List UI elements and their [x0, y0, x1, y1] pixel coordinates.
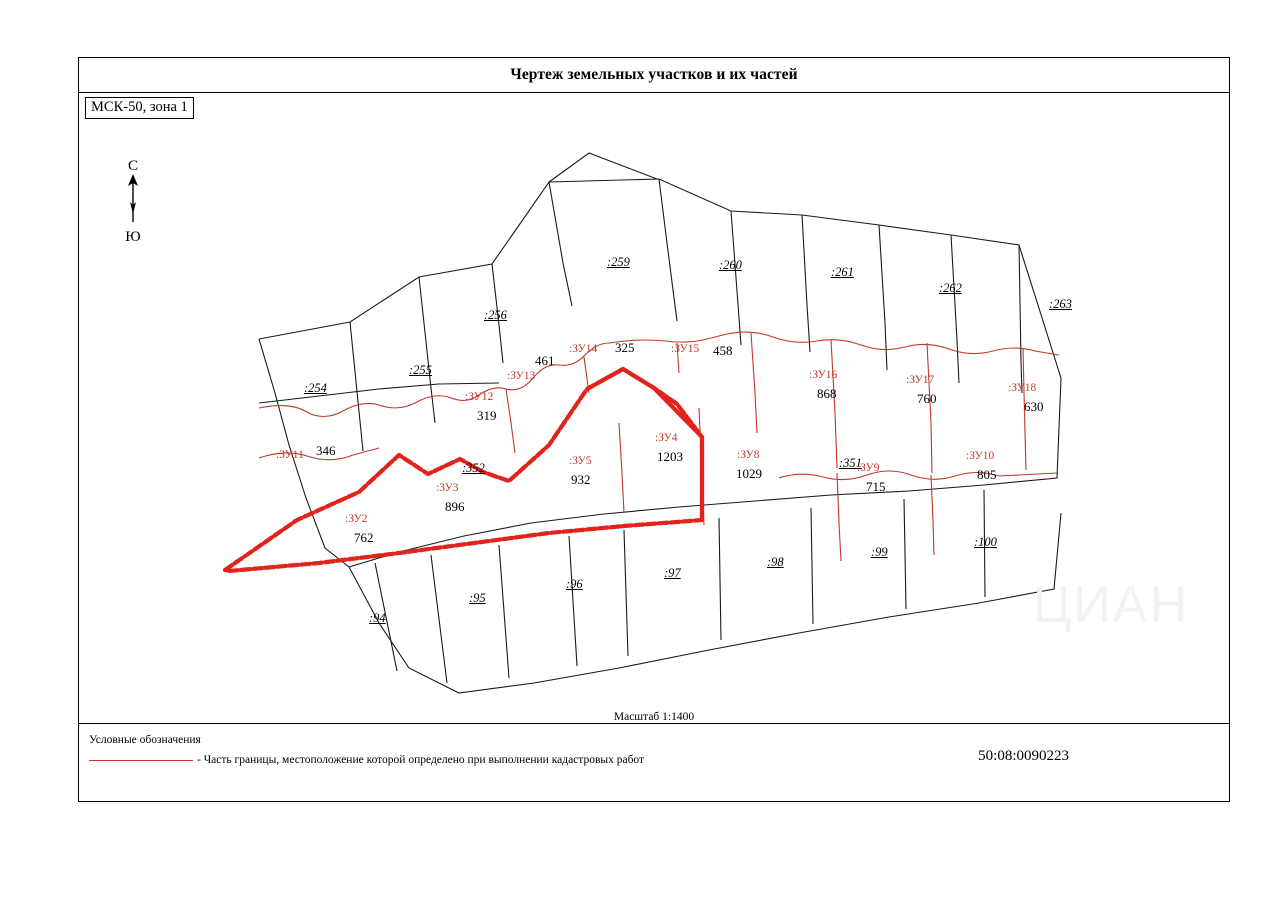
new-parcel-area-zu3: 896: [445, 499, 465, 514]
parcel-label-96: :96: [566, 577, 583, 591]
new-parcel-code-zu9: :ЗУ9: [857, 462, 880, 474]
parcel-label-261: :261: [831, 265, 854, 279]
new-parcel-area-zu16: 868: [817, 386, 837, 401]
new-parcel-code-zu15: :ЗУ15: [671, 343, 700, 355]
parcel-label-351: :351: [839, 456, 862, 470]
new-parcel-area-zu10: 805: [977, 467, 997, 482]
coordinate-zone-badge: МСК-50, зона 1: [85, 97, 194, 119]
parcel-label-255: :255: [409, 363, 432, 377]
parcel-label-99: :99: [871, 545, 888, 559]
parcel-label-260: :260: [719, 258, 742, 272]
parcel-label-259: :259: [607, 255, 630, 269]
parcel-label-263: :263: [1049, 297, 1072, 311]
new-parcel-code-zu4: :ЗУ4: [655, 432, 678, 444]
new-parcel-area-zu4: 1203: [657, 449, 683, 464]
new-parcel-area-zu12: 319: [477, 408, 497, 423]
legend-title: Условные обозначения: [89, 734, 201, 746]
sheet-title-bar: [79, 58, 1229, 93]
parcel-label-97: :97: [664, 566, 681, 580]
new-parcel-code-zu8: :ЗУ8: [737, 449, 760, 461]
new-parcel-area-zu8: 1029: [736, 466, 762, 481]
legend-panel: [79, 723, 1229, 801]
scale-label: Масштаб 1:1400: [613, 711, 695, 723]
watermark: ЦИАН: [1032, 576, 1189, 634]
compass-north-label: С: [127, 158, 138, 174]
new-parcel-area-zu5: 932: [571, 472, 591, 487]
new-parcel-code-zu17: :ЗУ17: [906, 374, 935, 386]
red-line-symbol-icon: [89, 760, 193, 761]
cadastral-map-svg: [79, 93, 1229, 725]
new-parcel-highlight-solid-edges: [587, 369, 702, 520]
new-parcel-area-zu9: 715: [866, 479, 886, 494]
parcel-label-352: :352: [462, 461, 485, 475]
new-parcel-area-zu2: 762: [354, 530, 374, 545]
new-parcel-code-zu11: :ЗУ11: [276, 449, 304, 461]
parcel-label-100: :100: [974, 535, 997, 549]
parcel-label-98: :98: [767, 555, 784, 569]
new-parcel-area-zu11: 346: [316, 443, 336, 458]
parcel-label-262: :262: [939, 281, 962, 295]
new-parcel-code-zu16: :ЗУ16: [809, 369, 838, 381]
parcel-label-95: :95: [469, 591, 486, 605]
drawing-sheet: [78, 57, 1230, 802]
new-parcel-area-zu14: 325: [615, 340, 635, 355]
map-drawing-area: [79, 93, 1229, 725]
new-parcel-code-zu18: :ЗУ18: [1008, 382, 1037, 394]
new-parcel-code-zu2: :ЗУ2: [345, 513, 368, 525]
parcel-label-256: :256: [484, 308, 507, 322]
new-parcel-code-zu12: :ЗУ12: [465, 391, 494, 403]
legend-item: [89, 754, 644, 766]
new-parcel-code-zu13: :ЗУ13: [507, 370, 536, 382]
new-parcel-code-zu3: :ЗУ3: [436, 482, 459, 494]
red-boundary-lines: [259, 332, 1059, 561]
new-parcel-area-zu18: 630: [1024, 399, 1044, 414]
compass-south-label: Ю: [125, 229, 141, 245]
page-title: Чертеж земельных участков и их частей: [510, 66, 798, 83]
new-parcel-area-zu15: 458: [713, 343, 733, 358]
new-parcel-code-zu5: :ЗУ5: [569, 455, 592, 467]
legend-item-caption: - Часть границы, местоположение которой определено при выполнении кадастровых работ: [197, 754, 645, 766]
new-parcel-area-zu13: 461: [535, 353, 555, 368]
cadastral-quarter-number: 50:08:0090223: [978, 748, 1069, 764]
parcel-label-94: :94: [369, 611, 386, 625]
parcel-label-254: :254: [304, 381, 327, 395]
new-parcel-area-zu17: 760: [917, 391, 937, 406]
new-parcel-code-zu14: :ЗУ14: [569, 343, 598, 355]
new-parcel-code-zu10: :ЗУ10: [966, 450, 995, 462]
